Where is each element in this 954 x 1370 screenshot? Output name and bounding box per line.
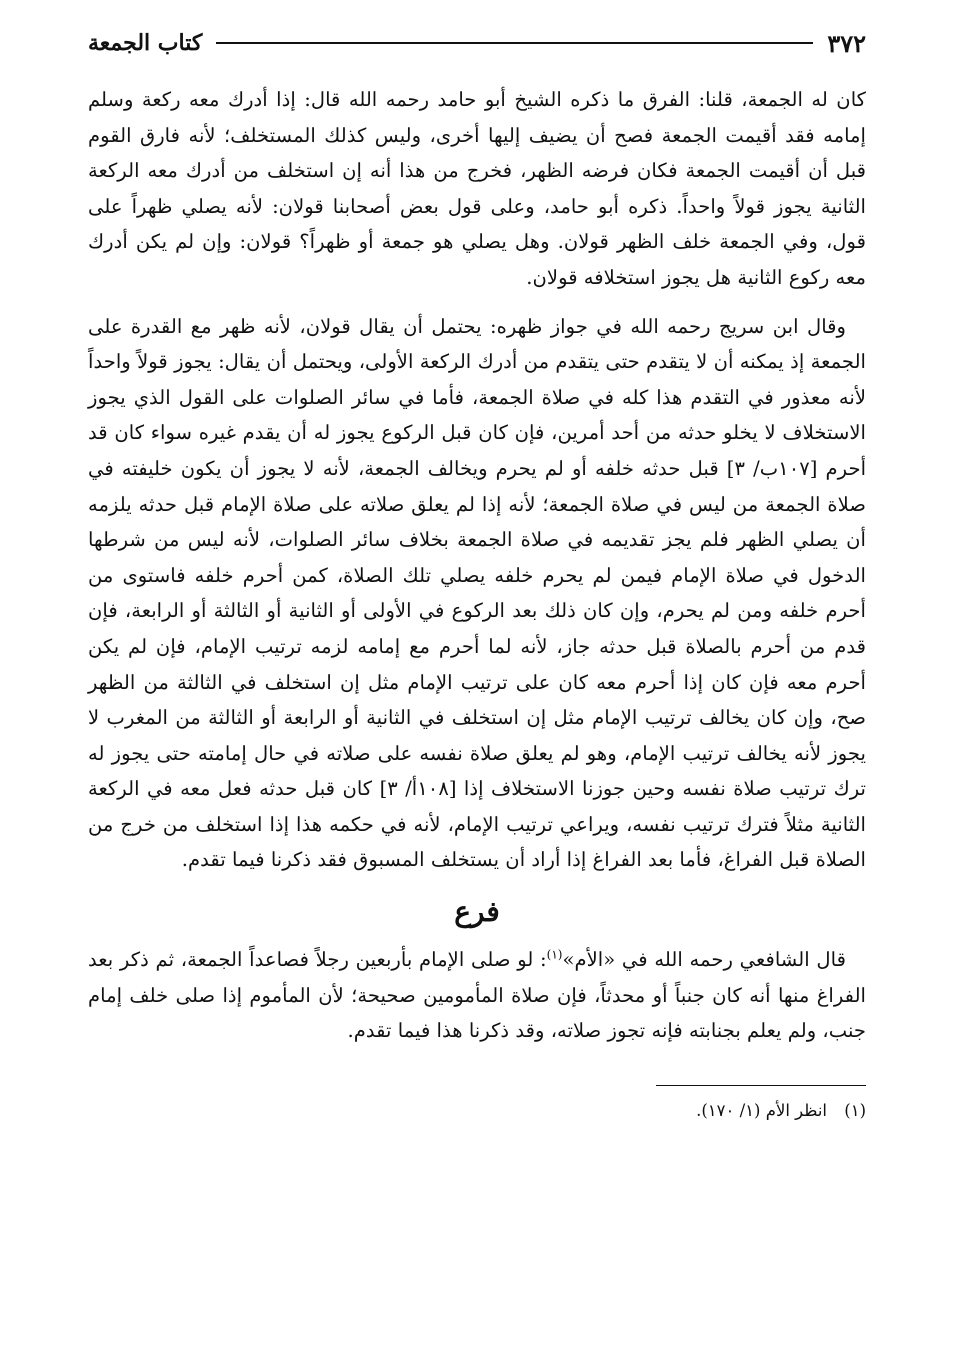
footnote-number: (١) <box>844 1100 866 1120</box>
page-header <box>88 22 866 64</box>
header-rule <box>216 42 813 44</box>
footnote <box>88 1098 866 1124</box>
paragraph-3-text-end: : لو صلى الإمام بأربعين رجلاً فصاعداً الجمعة، ثم ذكر بعد الفراغ منها أنه كان جنباً أو محدثاً، فإن صلاة المأمومين صحيحة؛ لأن المأموم إذا صلى خلف إمام جنب، ولم يعلم بجنابته فإنه تجوز صلاته، وقد ذكرنا هذا فيما تقدم. <box>88 948 866 1043</box>
paragraph-2: وقال ابن سريج رحمه الله في جواز ظهره: يحتمل أن يقال قولان، لأنه ظهر مع القدرة على الجمعة إذ يمكنه أن لا يتقدم حتى يتقدم من أدرك الركعة الأولى، ويحتمل أن يقال: يجوز قولاً واحداً لأنه معذور في التقدم هذا كله في صلاة الجمعة، فأما في سائر الصلوات على القول الذي يجوز الاستخلاف لا يخلو حدثه من أحد أمرين، فإن كان قبل الركوع يجوز له أن يقدم غيره سواء كان قد أحرم [١٠٧ب/ ٣] قبل حدثه خلفه أو لم يحرم ويخالف الجمعة، لأنه لا يجوز أن يكون خليفته في صلاة الجمعة من ليس في صلاة الجمعة؛ لأنه إذا لم يعلق صلاته على صلاة الإمام قبل حدثه يلزمه أن يصلي الظهر فلم يجز تقديمه في صلاة الجمعة بخلاف سائر الصلوات، لأنه ليس من شرطها الدخول في صلاة الإمام فيمن لم يحرم خلفه يصلي تلك الصلاة، كمن أحرم خلفه فاستوى من أحرم خلفه ومن لم يحرم، وإن كان ذلك بعد الركوع في الأولى أو الثانية أو الثالثة أو الرابعة، فإن قدم من أحرم بالصلاة قبل حدثه جاز، لأنه لما أحرم مع إمامه لزمه ترتيب الإمام، فإن لم يكن أحرم معه فإن كان إذا أحرم معه كان على ترتيب الإمام مثل إن استخلف في الثالثة من الظهر صح، وإن كان يخالف ترتيب الإمام مثل إن استخلف في الثانية أو الرابعة أو الثالثة من المغرب لا يجوز لأنه يخالف ترتيب الإمام، وهو لم يعلق صلاة نفسه على صلاته في حال إمامته حتى يجوز له ترك ترتيب صلاة نفسه وحين جوزنا الاستخلاف إذا [١٠٨أ/ ٣] كان قبل حدثه فعل معه في الركعة الثانية مثلاً فترك ترتيب نفسه، ويراعي ترتيب الإمام، لأنه في حكمه هذا إذا استخلف من خرج من الصلاة قبل الفراغ، فأما بعد الفراغ إذا أراد أن يستخلف المسبوق فقد ذكرنا فيما تقدم. <box>88 314 867 872</box>
page-number: ٣٧٢ <box>827 28 866 58</box>
footnote-separator <box>656 1085 866 1086</box>
footnote-reference[interactable]: (١) <box>546 947 563 962</box>
footnote-text: انظر الأم (١/ ١٧٠). <box>696 1100 827 1120</box>
paragraph-1: كان له الجمعة، قلنا: الفرق ما ذكره الشيخ أبو حامد رحمه الله قال: إذا أدرك معه ركعة وسلم إمامه فقد أقيمت الجمعة فصح أن يضيف إليها أخرى، وليس كذلك المستخلف؛ لأنه فارق القوم قبل أن أقيمت الجمعة فكان فرضه الظهر، فخرج من هذا أنه إن استخلف من أدرك معه الركعة الثانية يجوز قولاً واحداً. ذكره أبو حامد، وعلى قول بعض أصحابنا قولان: لأنه يصلي ظهراً على قول، وفي الجمعة خلف الظهر قولان. وهل يصلي هو جمعة أو ظهراً؟ قولان: وإن لم يكن أدرك معه ركوع الثانية هل يجوز استخلافه قولان. <box>88 88 866 289</box>
paragraph-3 <box>88 942 866 1049</box>
section-heading: فرع <box>454 895 500 929</box>
paragraph-3-text-start: قال الشافعي رحمه الله في «الأم» <box>562 948 846 972</box>
running-title: كتاب الجمعة <box>88 30 203 56</box>
document-page <box>88 22 866 1350</box>
